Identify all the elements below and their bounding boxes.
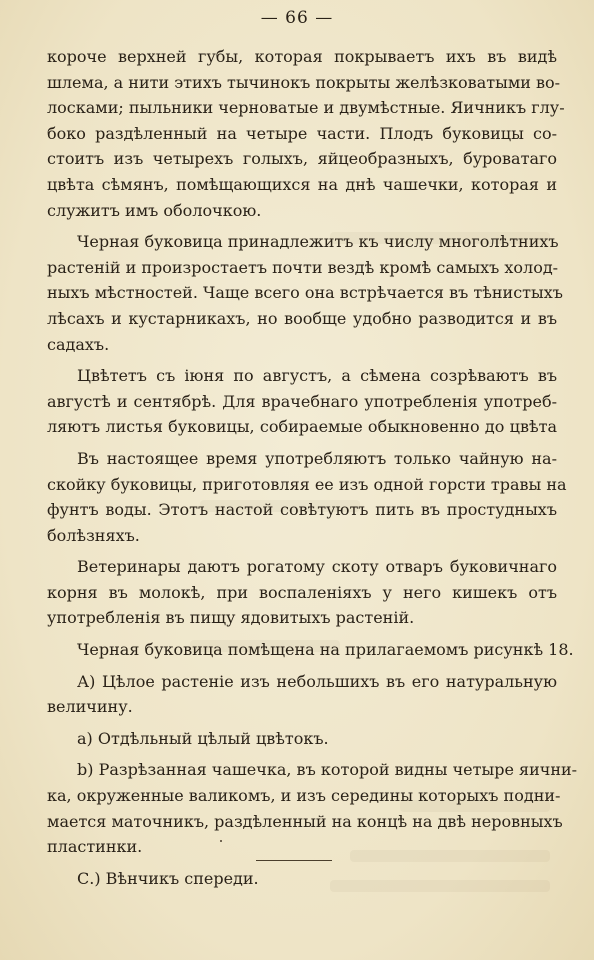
- text-line: цвѣта сѣмянъ, помѣщающихся на днѣ чашечки, которая и: [47, 174, 557, 194]
- text-line: ка, окруженные валикомъ, и изъ середины которыхъ подни-: [47, 786, 561, 806]
- text-line: садахъ.: [47, 334, 110, 354]
- text-line: b) Разрѣзанная чашечка, въ которой видны четыре яични-: [77, 760, 578, 780]
- legend-item-c: [47, 866, 557, 892]
- text-line: величину.: [47, 697, 133, 717]
- text-line: скойку буковицы, приготовляя ее изъ одной горсти травы на: [47, 474, 567, 494]
- text-line: служитъ имъ оболочкою.: [47, 200, 262, 220]
- text-line: фунтъ воды. Этотъ настой совѣтуютъ пить въ простудныхъ: [47, 500, 557, 520]
- body-text: [47, 44, 578, 897]
- paragraph-5: [47, 554, 557, 631]
- paragraph-2: [47, 229, 563, 357]
- text-line: болѣзняхъ.: [47, 525, 140, 545]
- text-line: растеній и произростаетъ почти вездѣ кромѣ самыхъ холод-: [47, 257, 559, 277]
- text-line: лосками; пыльники черноватые и двумѣстные. Яичникъ глу-: [47, 98, 565, 118]
- text-line: Черная буковица помѣщена на прилагаемомъ рисункѣ 18.: [77, 640, 574, 660]
- legend-item-a: [47, 726, 557, 752]
- text-line: ляютъ листья буковицы, собираемые обыкновенно до цвѣта: [47, 417, 557, 437]
- text-line: пластинки.: [47, 837, 143, 857]
- paragraph-1: [47, 44, 565, 223]
- paragraph-3: [47, 363, 557, 440]
- end-rule: [256, 860, 332, 861]
- text-line: мается маточникъ, раздѣленный на концѣ на двѣ неровныхъ: [47, 811, 563, 831]
- text-line: Въ настоящее время употребляютъ только чайную на-: [77, 448, 557, 468]
- text-line: августѣ и сентябрѣ. Для врачебнаго употребленія употреб-: [47, 391, 557, 411]
- text-line: А) Цѣлое растеніе изъ небольшихъ въ его натуральную: [77, 671, 557, 691]
- text-line: корня въ молокѣ, при воспаленіяхъ у него кишекъ отъ: [47, 582, 557, 602]
- text-line: С.) Вѣнчикъ спереди.: [77, 868, 259, 888]
- text-line: короче верхней губы, которая покрываетъ ихъ въ видѣ: [47, 47, 557, 66]
- text-line: Ветеринары даютъ рогатому скоту отваръ буковичнаго: [77, 557, 557, 577]
- text-line: Цвѣтетъ съ іюня по августъ, а сѣмена созрѣваютъ въ: [77, 366, 557, 386]
- legend-item-A: [47, 669, 557, 720]
- paragraph-6: [47, 637, 574, 663]
- text-line: боко раздѣленный на четыре части. Плодъ буковицы со-: [47, 123, 557, 143]
- ink-speck: [220, 840, 222, 842]
- text-line: лѣсахъ и кустарникахъ, но вообще удобно разводится и въ: [47, 308, 557, 328]
- text-line: Черная буковица принадлежитъ къ числу многолѣтнихъ: [77, 232, 559, 252]
- text-line: ныхъ мѣстностей. Чаще всего она встрѣчается въ тѣнистыхъ: [47, 283, 563, 303]
- paragraph-4: [47, 446, 567, 548]
- text-line: стоитъ изъ четырехъ голыхъ, яйцеобразныхъ, буроватаго: [47, 149, 557, 169]
- legend-item-b: [47, 757, 578, 859]
- text-line: употребленія въ пищу ядовитыхъ растеній.: [47, 608, 415, 628]
- text-line: шлема, а нити этихъ тычинокъ покрыты желѣзковатыми во-: [47, 72, 561, 92]
- text-line: а) Отдѣльный цѣлый цвѣтокъ.: [77, 728, 329, 748]
- page-number: — 66 —: [260, 8, 334, 28]
